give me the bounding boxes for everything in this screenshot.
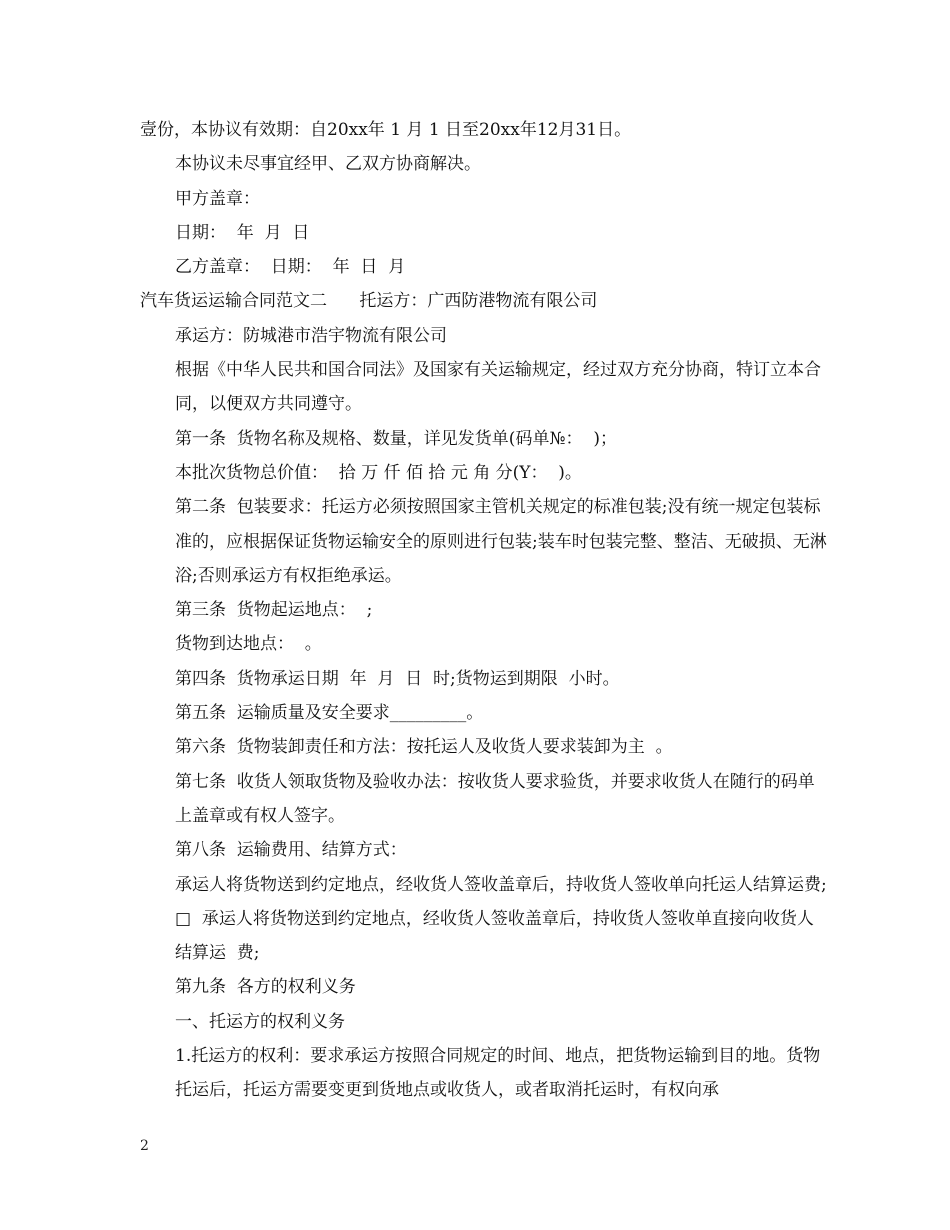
paragraph: 第六条 货物装卸责任和方法：按托运人及收货人要求装卸为主 。 — [175, 737, 673, 758]
paragraph: 第四条 货物承运日期 年 月 日 时;货物运到期限 小时。 — [175, 668, 620, 689]
paragraph: 日期： 年 月 日 — [175, 222, 310, 243]
page-number: 2 — [140, 1138, 149, 1154]
paragraph: 第三条 货物起运地点： ; — [175, 600, 373, 621]
paragraph: 承运人将货物送到约定地点，经收货人签收盖章后，持收货人签收单向托运人结算运费; □ 承运人将货物送到约定地点，经收货人签收盖章后，持收货人签收单直接向收货人结算运 费; — [175, 874, 833, 964]
paragraph: 第二条 包装要求：托运方必须按照国家主管机关规定的标准包装;没有统一规定包装标准的，应根据保证货物运输安全的原则进行包装;装车时包装完整、整洁、无破损、无淋浴;否则承运方有权拒绝承运。 — [175, 497, 827, 586]
paragraph: 第一条 货物名称及规格、数量，详见发货单(码单№： )； — [175, 428, 617, 449]
paragraph: 第五条 运输质量及安全要求_________。 — [175, 703, 484, 724]
paragraph: 第八条 运输费用、结算方式： — [175, 840, 407, 861]
paragraph: 本协议未尽事宜经甲、乙双方协商解决。 — [175, 154, 481, 175]
paragraph: 汽车货运运输合同范文二 托运方：广西防港物流有限公司 — [140, 291, 598, 312]
paragraph: 甲方盖章： — [175, 188, 260, 209]
paragraph: 根据《中华人民共和国合同法》及国家有关运输规定，经过双方充分协商，特订立本合同，以便双方共同遵守。 — [175, 360, 821, 415]
paragraph: 第七条 收货人领取货物及验收办法：按收货人要求验货，并要求收货人在随行的码单上盖章或有权人签字。 — [175, 771, 815, 826]
paragraph: 壹份，本协议有效期：自20xx年 1 月 1 日至20xx年12月31日。 — [140, 120, 632, 140]
paragraph: 货物到达地点： 。 — [175, 634, 322, 655]
document-body — [140, 113, 833, 1108]
paragraph: 本批次货物总价值： 拾 万 仟 佰 拾 元 角 分(Y： )。 — [175, 462, 582, 483]
paragraph: 一、托运方的权利义务 — [175, 1011, 345, 1032]
paragraph: 第九条 各方的权利义务 — [175, 977, 356, 998]
paragraph: 乙方盖章： 日期： 年 日 月 — [175, 257, 406, 278]
paragraph: 承运方：防城港市浩宇物流有限公司 — [175, 325, 447, 346]
paragraph: 1.托运方的权利：要求承运方按照合同规定的时间、地点，把货物运输到目的地。货物托运后，托运方需要变更到货地点或收货人，或者取消托运时，有权向承 — [175, 1046, 821, 1101]
